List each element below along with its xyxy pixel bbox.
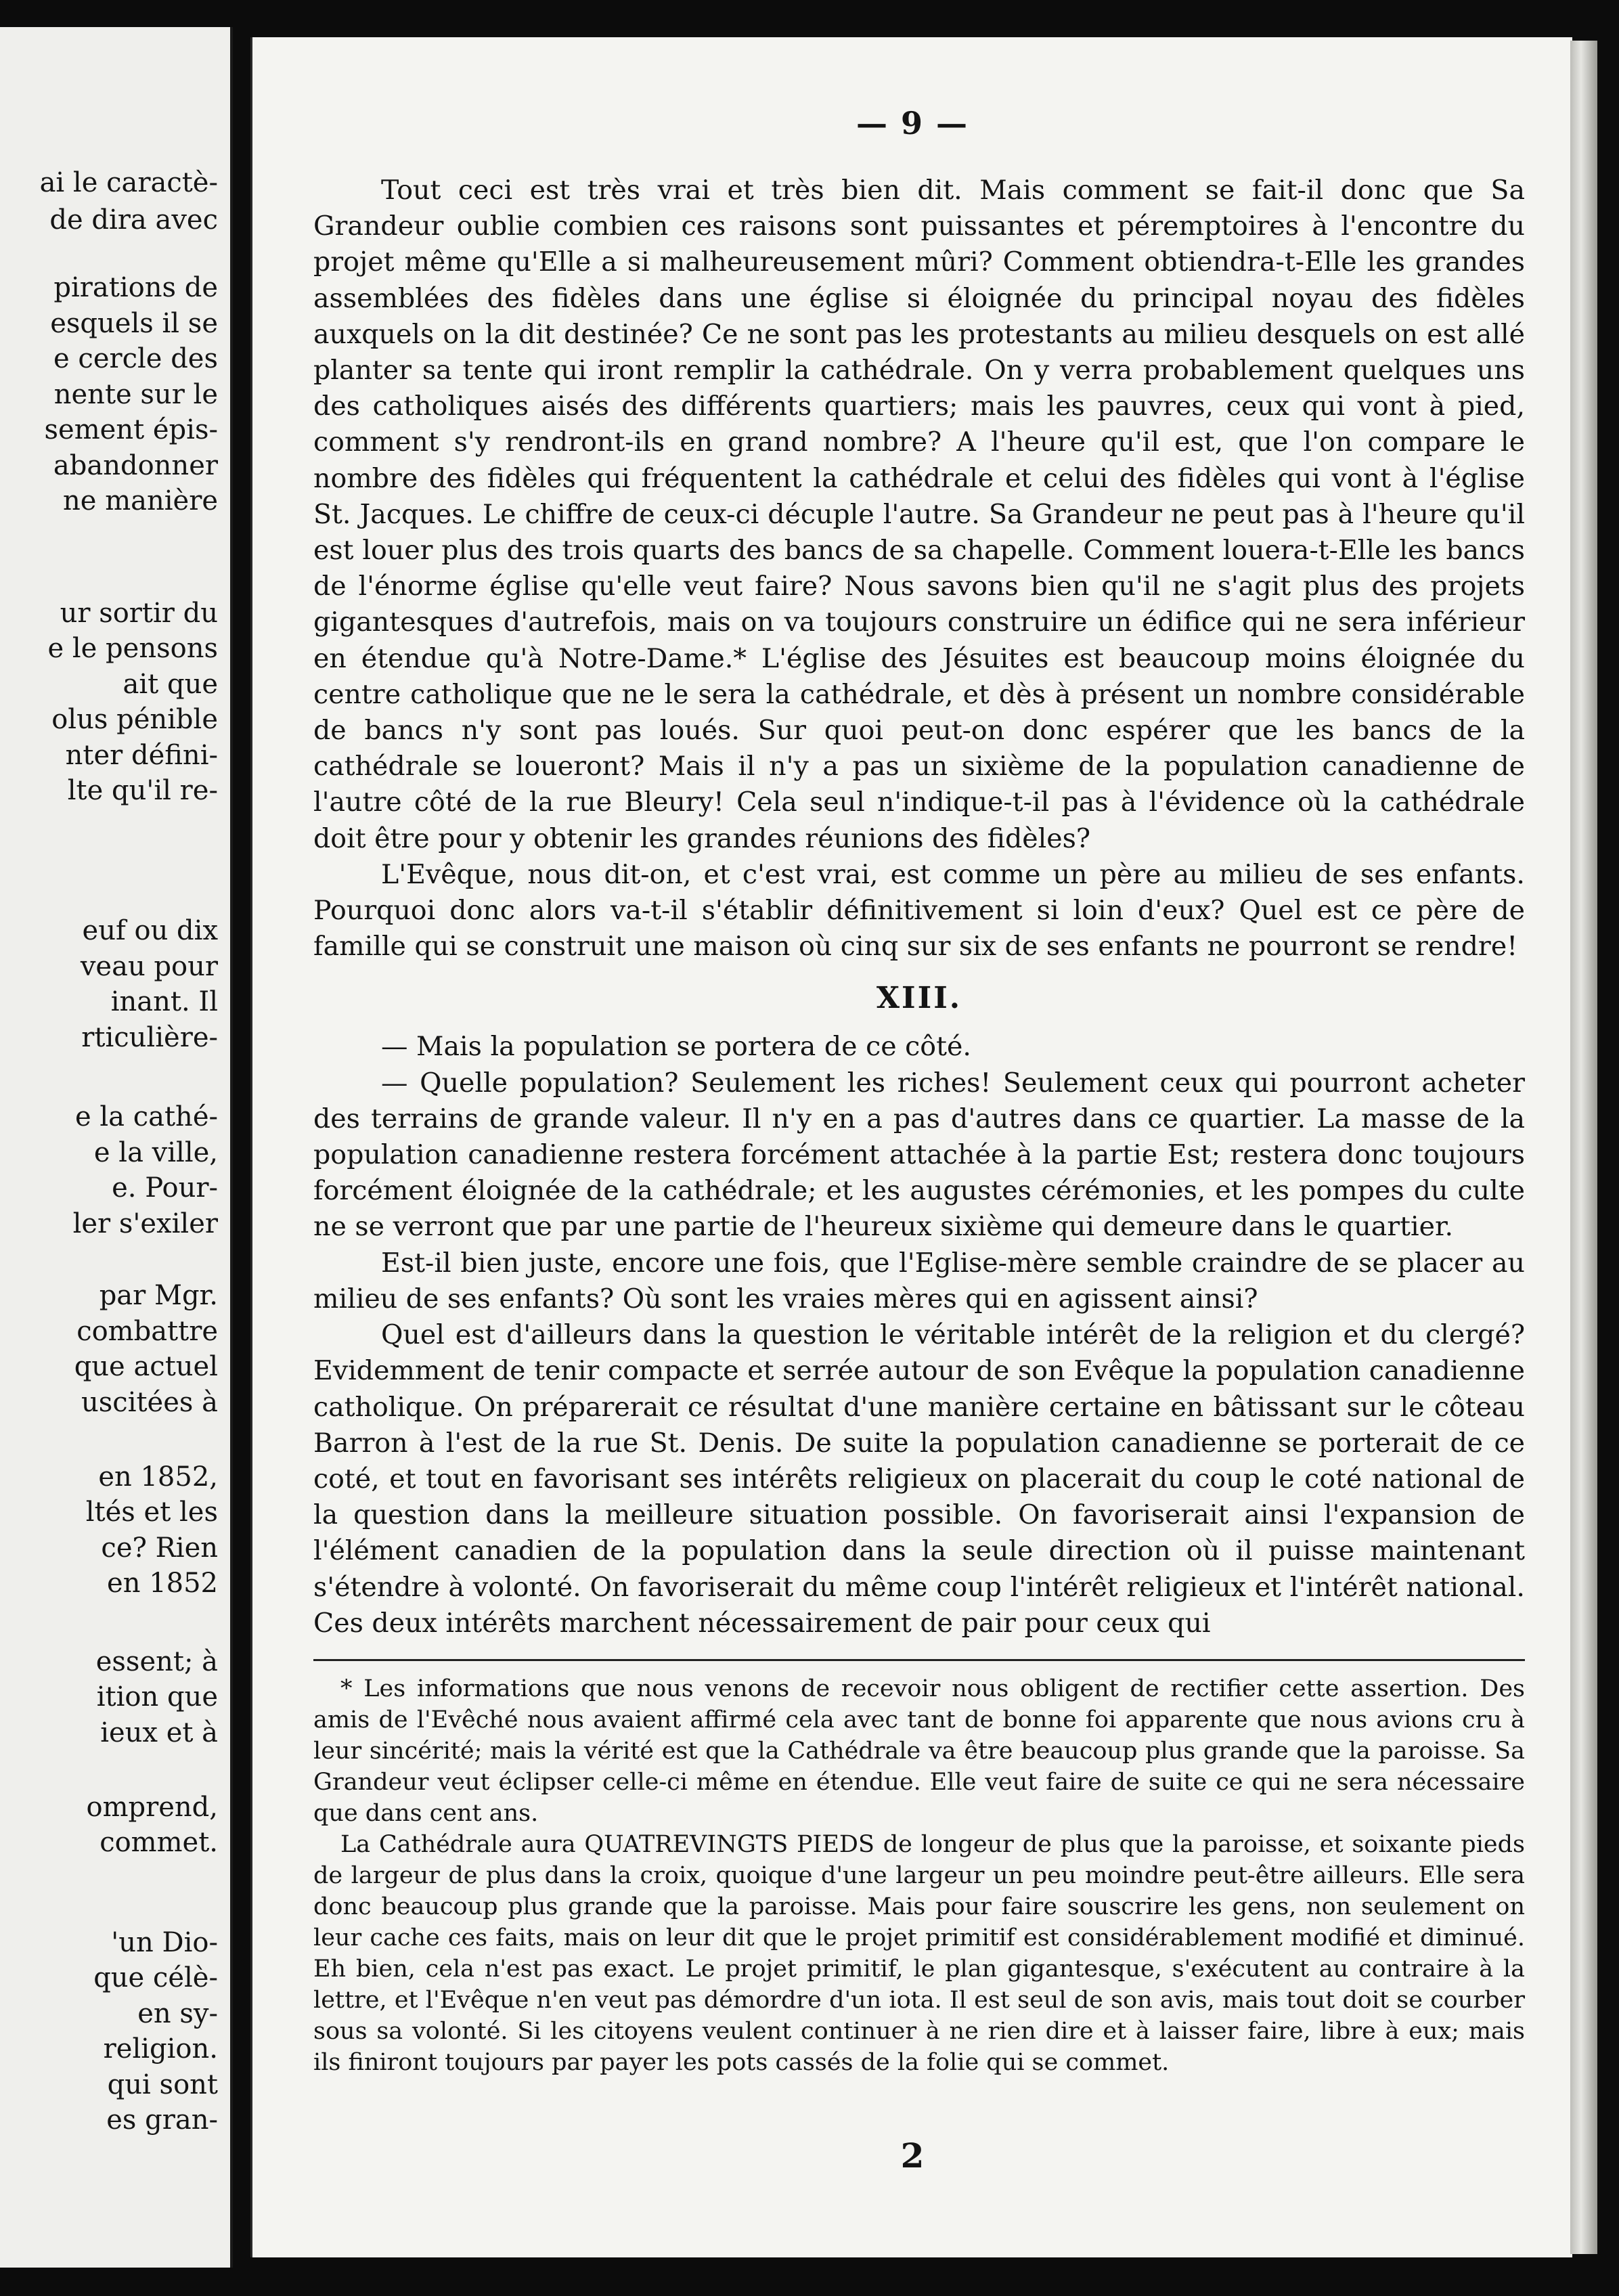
left-page-line: es gran- [106, 2104, 218, 2136]
left-page-line: en sy- [137, 1998, 218, 2029]
signature-mark: 2 [900, 2136, 925, 2176]
paragraph-6: Quel est d'ailleurs dans la question le véritable intérêt de la religion et du clergé? Evidemment de tenir compacte et serrée autour de son Evêque la population canadienne catholique. On préparerait ce résultat d'une manière certaine en bâtissant sur le côteau Barron à l'est de la rue St. Denis. De suite la population canadienne se porterait de ce coté, et tout en favorisant ses intérêts religieux on placerait du coup le coté national de la question dans la meilleure situation possible. On favoriserait ainsi l'expansion de l'élément canadien de la population dans la seule direction où il puisse maintenant s'étendre à volonté. On favoriserait du même coup l'intérêt religieux et l'intérêt national. Ces deux intérêts marchent nécessairement de pair pour ceux qui [313, 1319, 1525, 1639]
left-page-line: nente sur le [53, 379, 218, 410]
left-page-line: commet. [99, 1827, 218, 1858]
left-page-line: abandonner [53, 450, 218, 481]
left-page-line: religion. [103, 2033, 218, 2065]
left-facing-page [0, 27, 233, 2268]
left-page-line: ai le caractè- [39, 167, 218, 198]
left-page-line: rticulière- [81, 1022, 218, 1053]
left-page-line: olus pénible [51, 704, 218, 735]
left-page-line: que célè- [93, 1962, 218, 1993]
left-page-line: ler s'exiler [72, 1208, 218, 1239]
left-page-line: que actuel [74, 1351, 218, 1382]
left-page-line: ne manière [63, 485, 218, 516]
left-page-line: ce? Rien [101, 1532, 218, 1564]
left-page-line: lte qu'il re- [67, 775, 218, 806]
left-page-line: qui sont [107, 2069, 218, 2100]
left-page-line: uscitées à [81, 1387, 218, 1418]
left-page-line: ait que [123, 669, 218, 700]
paragraph-1: Tout ceci est très vrai et très bien dit. Mais comment se fait-il donc que Sa Grandeur oublie combien ces raisons sont puissantes et péremptoires à l'encontre du projet même qu'Elle a si malheureusement mûri? Comment obtiendra-t-Elle les grandes assemblées des fidèles dans une église si éloignée du principal noyau des fidèles auxquels on la dit destinée? Ce ne sont pas les protestants au milieu desquels on est allé planter sa tente qui iront remplir la cathédrale. On y verra probablement quelques uns des catholiques aisés des différents quartiers; mais les pauvres, ceux qui vont à pied, comment s'y rendront-ils en grand nombre? A l'heure qu'il est, que l'on compare le nombre des fidèles qui fréquentent la cathédrale et celui des fidèles qui vont à l'église St. Jacques. Le chiffre de ceux-ci décuple l'autre. Sa Grandeur ne peut pas à l'heure qu'il est louer plus des trois quarts des bancs de sa chapelle. Comment louera-t-Elle les bancs de l'énorme église qu'elle veut faire? Nous savons bien qu'il ne s'agit plus des projets gigantesques d'autrefois, mais on va toujours construire un édifice qui ne sera inférieur en étendue qu'à Notre-Dame.* L'église des Jésuites est beaucoup moins éloignée du centre catholique que ne le sera la cathédrale, et dès à présent un nombre considérable de bancs n'y sont pas loués. Sur quoi peut-on donc espérer que les bancs de la cathédrale se loueront? Mais il n'y a pas un sixième de la population canadienne de l'autre côté de la rue Bleury! Cela seul n'indique-t-il pas à l'évidence où la cathédrale doit être pour y obtenir les grandes réunions des fidèles? [313, 175, 1525, 854]
left-page-line: inant. Il [110, 986, 218, 1017]
left-page-line: e la ville, [93, 1137, 218, 1168]
left-page-line: e la cathé- [74, 1101, 218, 1132]
paragraph-3: — Mais la population se portera de ce côté. [381, 1031, 971, 1063]
left-page-line: ition que [96, 1681, 218, 1713]
left-page-line: en 1852, [98, 1461, 218, 1493]
footnote-divider [313, 1659, 1525, 1661]
left-page-line: essent; à [95, 1646, 218, 1677]
left-page-line: e cercle des [53, 343, 218, 374]
footnote-1: * Les informations que nous venons de recevoir nous obligent de rectifier cette assertion. Des amis de l'Evêché nous avaient affirmé cela avec tant de bonne foi apparente que nous avions cru à leur sincérité; mais la vérité est que la Cathédrale va être beaucoup plus grande que la paroisse. Sa Grandeur veut éclipser celle-ci même en étendue. Elle veut faire de suite ce qui ne sera nécessaire que dans cent ans. [313, 1675, 1525, 1827]
paragraph-4: — Quelle population? Seulement les riches! Seulement ceux qui pourront acheter des terrains de grande valeur. Il n'y en a pas d'autres dans ce quartier. La masse de la population canadienne restera forcément attachée à la partie Est; restera donc toujours forcément éloignée de la cathédrale; et les augustes cérémonies, et les pompes du culte ne se verront que par une partie de l'heureux sixième qui demeure dans le quartier. [313, 1067, 1525, 1243]
page-number: — 9 — [856, 105, 969, 141]
left-page-line: e le pensons [47, 633, 218, 664]
left-page-line: 'un Dio- [111, 1927, 218, 1958]
left-page-line: ur sortir du [60, 598, 218, 629]
left-page-line: euf ou dix [82, 915, 218, 946]
left-page-line: pirations de [53, 272, 218, 303]
section-heading: XIII. [876, 981, 962, 1016]
main-page [250, 37, 1572, 2257]
left-page-line: ieux et à [100, 1717, 218, 1748]
left-page-line: nter défini- [65, 740, 218, 771]
left-page-line: esquels il se [50, 308, 218, 339]
left-page-line: e. Pour- [112, 1172, 218, 1204]
left-page-line: en 1852 [107, 1568, 218, 1599]
left-page-line: omprend, [86, 1792, 218, 1823]
footnote-2: La Cathédrale aura QUATREVINGTS PIEDS de longeur de plus que la paroisse, et soixante pieds de largeur de plus dans la croix, quoique d'une largeur un peu moindre peut-être ailleurs. Elle sera donc beaucoup plus grande que la paroisse. Mais pour faire souscrire les gens, non seulement on leur cache ces faits, mais on leur dit que le projet primitif est considérablement modifié et diminué. Eh bien, cela n'est pas exact. Le projet primitif, le plan gigantesque, s'exécutent au contraire à la lettre, et l'Evêque n'en veut pas démordre d'un iota. Il est seul de son avis, mais tout doit se courber sous sa volonté. Si les citoyens veulent continuer à ne rien dire et à laisser faire, libre à eux; mais ils finiront toujours par payer les pots cassés de la folie qui se commet. [313, 1830, 1525, 2076]
page-body [313, 173, 1525, 2078]
left-page-line: combattre [76, 1316, 218, 1347]
left-page-line: ltés et les [85, 1497, 218, 1528]
paragraph-2: L'Evêque, nous dit-on, et c'est vrai, est comme un père au milieu de ses enfants. Pourquoi donc alors va-t-il s'établir définitivement si loin d'eux? Quel est ce père de famille qui se construit une maison où cinq sur six de ses enfants ne pourront se rendre! [313, 858, 1525, 963]
left-page-line: veau pour [80, 951, 218, 982]
page-edge-stack [1570, 41, 1597, 2254]
left-page-line: sement épis- [44, 414, 218, 445]
paragraph-5: Est-il bien juste, encore une fois, que l'Eglise-mère semble craindre de se placer au milieu de ses enfants? Où sont les vraies mères qui en agissent ainsi? [313, 1247, 1525, 1315]
left-page-line: de dira avec [49, 204, 218, 236]
left-page-line: par Mgr. [99, 1280, 218, 1311]
